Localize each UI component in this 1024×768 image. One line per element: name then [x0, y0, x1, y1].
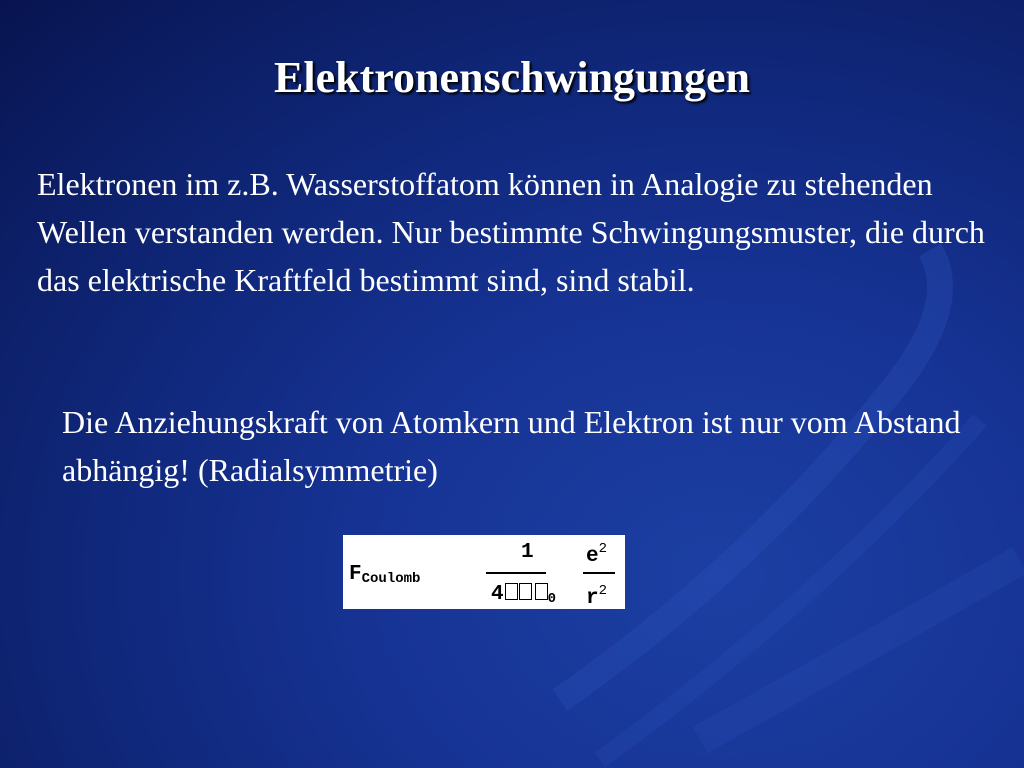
- missing-glyph-box-icon: [519, 583, 532, 600]
- formula-numerator-1: 1: [521, 541, 534, 564]
- formula-fraction-bar-2: [583, 572, 615, 574]
- formula-lhs: FCoulomb: [349, 563, 421, 587]
- formula-numerator-2: $e^2$: [586, 541, 608, 568]
- missing-glyph-box-icon: [535, 583, 548, 600]
- formula-denominator-1: 4 0: [491, 583, 557, 607]
- body-paragraph-1: Elektronen im z.B. Wasserstoffatom können in Analogie zu stehenden Wellen verstanden werden. Nur bestimmte Schwingungsmuster, die durch das elektrische Kraftfeld bestimmt sind, sind stabil.: [37, 166, 985, 298]
- formula-fraction-bar-1: [486, 572, 546, 574]
- slide-title: Elektronenschwingungen: [274, 53, 750, 102]
- formula-denominator-2: $r^2$: [586, 583, 608, 610]
- body-paragraph-2: Die Anziehungskraft von Atomkern und Elektron ist nur vom Abstand abhängig! (Radialsymmetrie): [62, 404, 961, 488]
- missing-glyph-box-icon: [505, 583, 518, 600]
- coulomb-formula: [343, 535, 625, 609]
- formula-lhs-subscript: Coulomb: [361, 571, 421, 587]
